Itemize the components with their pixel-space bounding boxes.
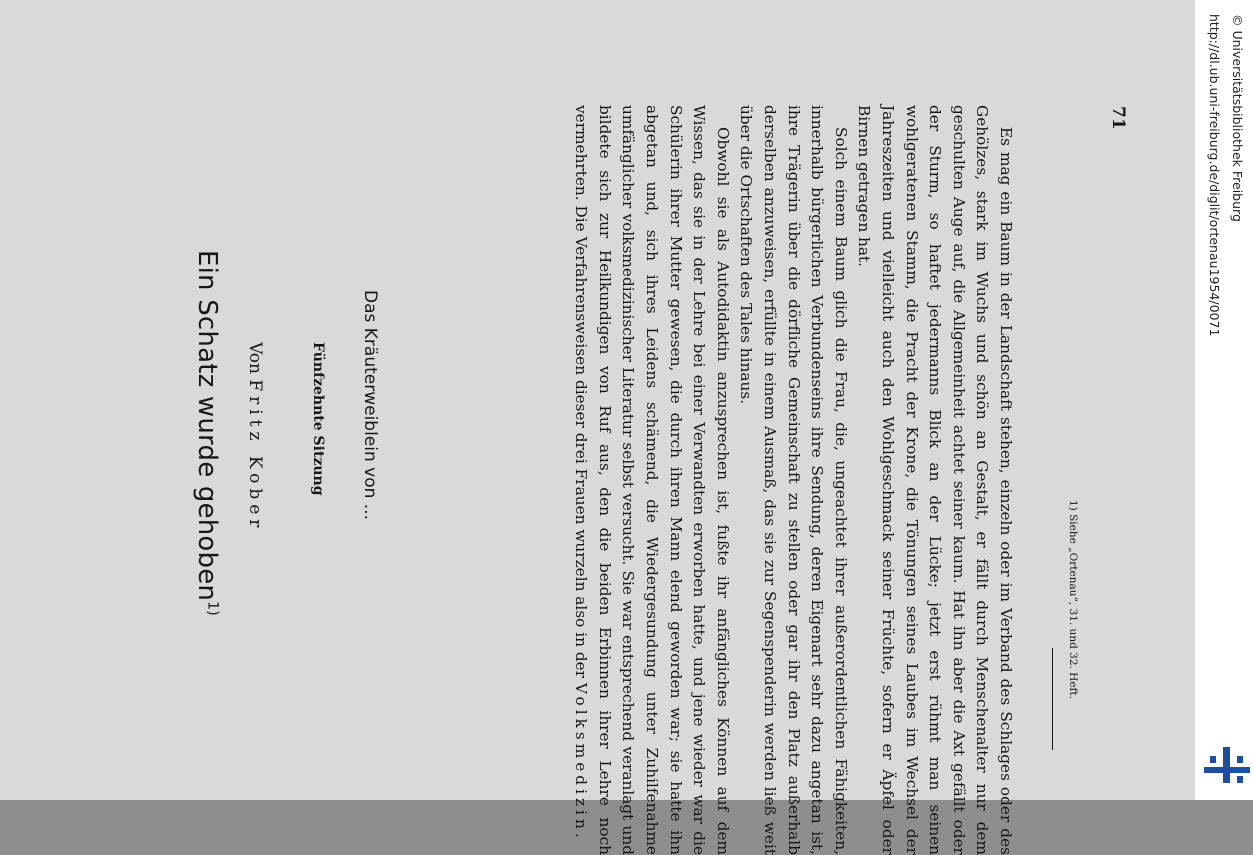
article-title: Ein Schatz wurde gehoben$^{1)}$ — [192, 250, 222, 616]
section-heading: Fünfzehnte Sitzung — [310, 342, 326, 496]
author-line: Von Fritz Kober — [245, 342, 265, 533]
paragraph: Obwohl sie als Autodidaktin anzusprechen ist, fußte ihr anfängliches Können auf dem Wissen, das sie in der Lehre bei einer Verwandten erworben hatte, und jene wieder war die Schülerin ihrer Mutter gewesen, die durch ihren Mann elend geworden war; sie hatte ihn abgetan und, sich ihres Leidens schämend, die Wiedergesundung unter Zuhilfenahme umfänglicher volksmedizinischer Literatur selbst versucht. Sie war entsprechend veranlagt und bildete sich zur Heilkundigen von Ruf aus, den die beiden Erbinnen ihrer Lehre noch vermehrten. Die Verfahrensweisen dieser drei Frauen wurzeln also in der Volksmedizin. — [572, 105, 732, 855]
ub-freiburg-logo-icon — [1204, 745, 1250, 785]
title-footnote-marker: 1) — [204, 601, 221, 616]
library-sidebar — [1195, 0, 1253, 800]
emphasis-text: Volksmedizin — [572, 682, 591, 833]
copyright-notice: © Universitätsbibliothek Freiburg — [1230, 14, 1245, 222]
source-url[interactable]: http://dl.ub.uni-freiburg.de/diglit/ortenau1954/0071 — [1207, 14, 1222, 337]
page-number: 71 — [1108, 106, 1128, 130]
paragraph: Solch einem Baum glich die Frau, die, ungeachtet ihrer außerordentlichen Fähigkeiten, innerhalb bürgerlichen Verbundenseins ihre Sendung, deren Eigenart sehr dazu angetan ist, ihre Trägerin über die dörfliche Gemeinschaft zu stellen oder gar ihr den Platz außerhalb derselben anzuweisen, erfüllte in einem Ausmaß, das sie zur Segenspenderin werden ließ weit über die Ortschaften des Tales hinaus. — [737, 105, 850, 855]
author-name: Fritz Kober — [245, 379, 265, 533]
paragraph: Es mag ein Baum in der Landschaft stehen, einzeln oder im Verband des Schlages oder des Gehölzes, stark im Wuchs und schön an Gestalt, er fällt durch Menschenalter nur dem geschulten Auge auf, die Allgemeinheit achtet seiner kaum. Hat ihn aber die Axt gefällt oder der Sturm, so haftet jedermanns Blick an der Lücke; jetzt erst rühmt man seinen wohlgeratenen Stamm, die Pracht der Krone, die Tönungen seines Laubes im Wechsel der Jahreszeiten und vielleicht auch den Wohlgeschmack seiner Früchte, sofern er Äpfel oder Birnen getragen hat. — [855, 105, 1015, 855]
footnote: 1) Siehe „Ortenau“, 31. und 32. Heft. — [1067, 500, 1079, 699]
footnote-divider — [1052, 648, 1053, 750]
article-subtitle: Das Kräuterweiblein von ... — [360, 290, 380, 521]
article-body — [569, 105, 1017, 855]
